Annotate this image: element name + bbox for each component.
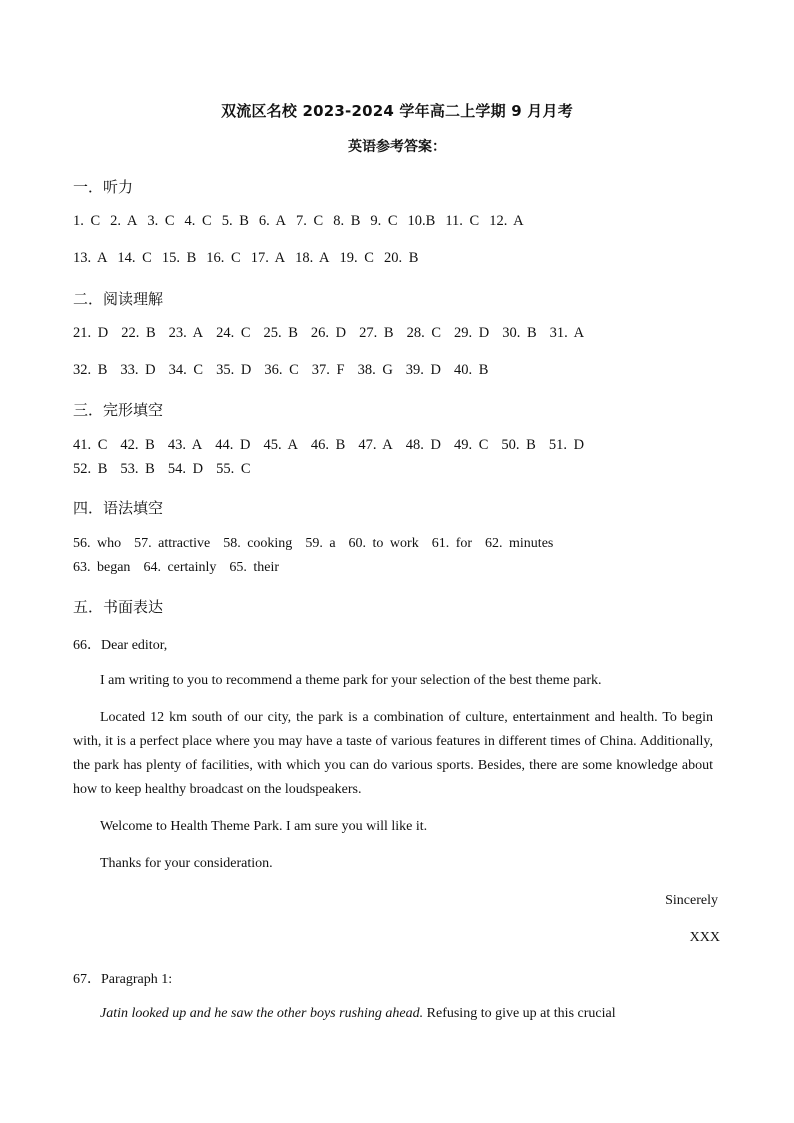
answer-item: 17. A [250, 250, 286, 266]
answer-item: 63. began [73, 560, 131, 575]
answer-item: 10.B [407, 213, 436, 229]
answer-item: 54. D [167, 461, 204, 477]
answer-item: 55. C [216, 461, 251, 477]
answer-item: 49. C [454, 437, 489, 453]
signature: XXX [689, 930, 720, 945]
answer-row [73, 362, 501, 379]
answer-item: 9. C [370, 213, 398, 229]
answer-item: 27. B [359, 325, 394, 341]
answer-item: 36. C [264, 362, 299, 378]
section-heading-writing: 五．书面表达 [73, 598, 164, 616]
q67-given-sentence: Jatin looked up and he saw the other boys rushing ahead. [100, 1006, 424, 1021]
answer-item: 7. C [296, 213, 324, 229]
answer-row [73, 250, 428, 267]
answer-item: 62. minutes [485, 536, 554, 551]
answer-item: 4. C [184, 213, 212, 229]
answer-item: 37. F [311, 362, 345, 378]
section-heading-cloze: 三．完形填空 [73, 401, 164, 419]
answer-row [73, 325, 597, 342]
answer-item: 5. B [221, 213, 249, 229]
answer-item: 24. C [216, 325, 251, 341]
q66-label: 66．Dear editor, [73, 638, 168, 653]
answer-item: 51. D [548, 437, 585, 453]
answer-item: 42. B [120, 437, 155, 453]
answer-item: 28. C [406, 325, 441, 341]
answer-item: 34. C [168, 362, 204, 378]
closing: Sincerely [665, 893, 718, 908]
answer-item: 45. A [263, 437, 298, 453]
section-heading-listening: 一．听力 [73, 178, 134, 196]
answer-item: 14. C [117, 250, 152, 266]
answer-item: 46. B [310, 437, 346, 453]
answer-row [73, 437, 597, 454]
answer-item: 16. C [206, 250, 241, 266]
answer-item: 50. B [501, 437, 536, 453]
answer-item: 32. B [73, 362, 108, 378]
essay-paragraph-4: Thanks for your consideration. [100, 856, 273, 871]
answer-item: 21. D [73, 325, 109, 341]
answer-row [73, 560, 292, 576]
section-heading-grammar: 四．语法填空 [73, 499, 164, 517]
answer-item: 39. D [405, 362, 442, 378]
answer-item: 23. A [168, 325, 204, 341]
essay-paragraph-3: Welcome to Health Theme Park. I am sure you will like it. [100, 819, 428, 834]
answer-item: 48. D [405, 437, 441, 453]
answer-item: 15. B [161, 250, 197, 266]
answer-item: 61. for [431, 536, 473, 551]
q67-label: 67．Paragraph 1: [73, 972, 173, 987]
answer-item: 65. their [229, 560, 280, 575]
answer-item: 56. who [73, 536, 122, 551]
answer-item: 35. D [216, 362, 252, 378]
page-subtitle: 英语参考答案： [348, 139, 446, 155]
answer-item: 59. a [305, 536, 336, 551]
answer-item: 11. C [445, 213, 480, 229]
answer-item: 31. A [549, 325, 585, 341]
essay-paragraph-2: Located 12 km south of our city, the park is a combination of culture, entertainment and health. To begin with, it is a perfect place where you may have a taste of various features in different times of China. Additionally, the park has plenty of facilities, with which you can do various sports. Besides, there are some knowledge about how to keep healthy broadcast on the loudspeakers. [73, 710, 713, 797]
answer-item: 20. B [383, 250, 419, 266]
answer-row [73, 213, 534, 230]
q67-continuation: Refusing to give up at this crucial [423, 1006, 616, 1021]
answer-row [73, 461, 264, 478]
answer-item: 26. D [310, 325, 347, 341]
answer-item: 60. to work [348, 536, 419, 551]
answer-row [73, 536, 566, 552]
answer-item: 40. B [454, 362, 489, 378]
answer-item: 33. D [120, 362, 156, 378]
section-heading-reading: 二．阅读理解 [73, 290, 164, 308]
answer-item: 64. certainly [143, 560, 217, 575]
q67-paragraph [73, 1002, 713, 1026]
answer-item: 53. B [120, 461, 155, 477]
answer-item: 43. A [167, 437, 203, 453]
answer-item: 44. D [215, 437, 251, 453]
page-title: 双流区名校 2023-2024 学年高二上学期 9 月月考 [221, 102, 573, 120]
answer-item: 1. C [73, 213, 101, 229]
answer-item: 8. B [333, 213, 361, 229]
answer-item: 47. A [358, 437, 393, 453]
answer-item: 13. A [73, 250, 108, 266]
answer-item: 18. A [295, 250, 330, 266]
essay-paragraph-1: I am writing to you to recommend a theme park for your selection of the best theme park. [100, 673, 602, 688]
answer-item: 57. attractive [134, 536, 211, 551]
answer-item: 41. C [73, 437, 108, 453]
answer-item: 3. C [147, 213, 175, 229]
answer-item: 6. A [258, 213, 287, 229]
answer-item: 52. B [73, 461, 108, 477]
answer-item: 22. B [121, 325, 156, 341]
answer-item: 30. B [502, 325, 537, 341]
answer-item: 58. cooking [223, 536, 293, 551]
answer-item: 19. C [339, 250, 374, 266]
answer-item: 12. A [489, 213, 524, 229]
answer-item: 38. G [357, 362, 393, 378]
answer-item: 25. B [263, 325, 298, 341]
answer-item: 29. D [454, 325, 490, 341]
answer-item: 2. A [110, 213, 138, 229]
